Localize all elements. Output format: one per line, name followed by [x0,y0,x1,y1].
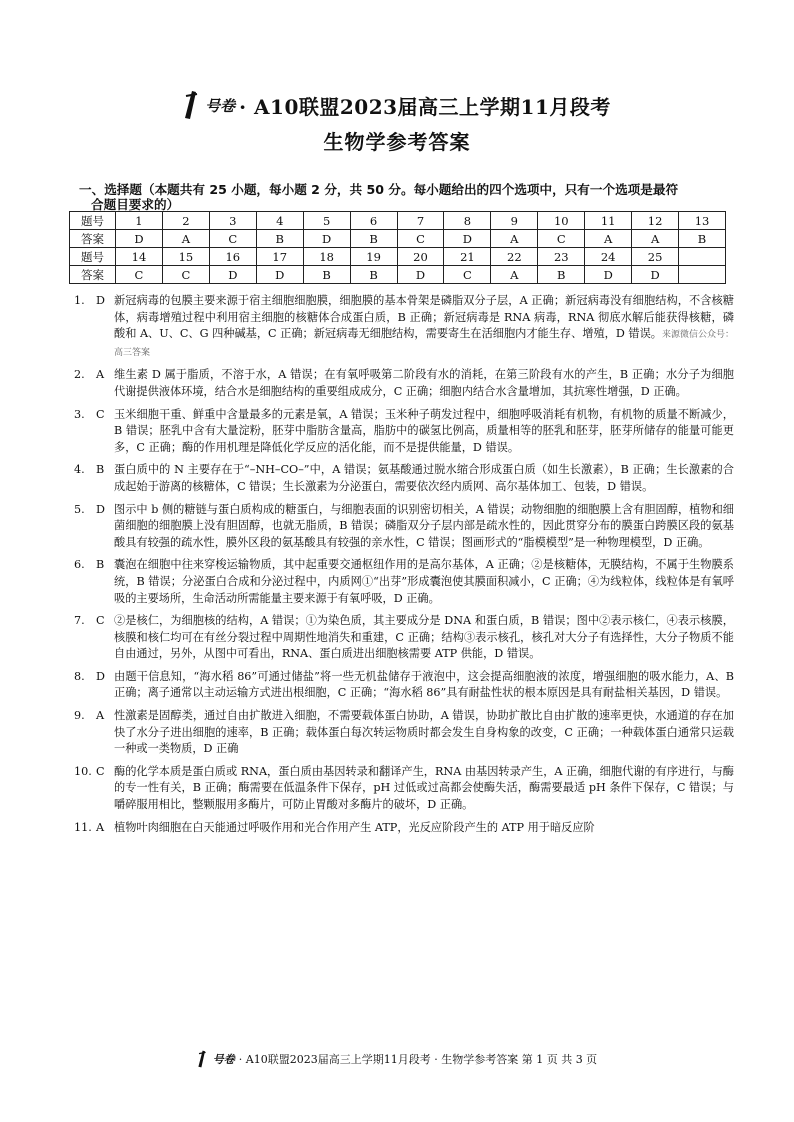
item-explanation-text: 由题干信息知，“海水稻 86”可通过储盐”将一些无机盐储存于液泡中，这会提高细胞液的浓度，增强细胞的吸水能力，A、B 正确；离子通常以主动运输方式进出根细胞，C 正确；“海水稻 86”具有耐盐性状的根本原因是具有耐盐相关基因，D 错误。 [114,669,734,700]
question-number-cell: 11 [585,212,632,230]
answer-cell: C [162,266,209,284]
answer-cell: D [585,266,632,284]
question-number-cell: 7 [397,212,444,230]
table-row [70,230,726,248]
question-number-cell: 14 [116,248,163,266]
answer-cell: D [303,230,350,248]
section-heading-line1: 一、选择题（本题共有 25 小题，每小题 2 分，共 50 分。每小题给出的四个选项中，只有一个选项是最符 [79,182,679,197]
row-label-question: 题号 [70,248,116,266]
page-header [0,90,794,155]
answer-cell: C [538,230,585,248]
table-row [70,266,726,284]
list-item [74,462,734,495]
table-row [70,248,726,266]
title-line [0,90,794,120]
item-explanation-text: 玉米细胞干重、鲜重中含量最多的元素是氧，A 错误；玉米种子萌发过程中，细胞呼吸消耗有机物，有机物的质量不断减少，B 错误；胚乳中含有大量淀粉，胚芽中脂肪含量高，脂肪中的碳氢比例高，质量相等的胚乳和胚芽，胚芽所储存的能量可能更多，C 正确；酶的作用机理是降低化学反应的活化能，而不是提供能量，D 错误。 [114,407,734,454]
item-number: 10. [74,764,92,778]
item-number: 6. [74,558,85,572]
answer-explanations [74,293,734,842]
question-number-cell: 4 [256,212,303,230]
page-footer [0,1050,794,1068]
question-number-cell: 15 [162,248,209,266]
item-number: 7. [74,614,85,628]
answer-cell: D [632,266,679,284]
item-explanation-text: 蛋白质中的 N 主要存在于“–NH–CO–”中，A 错误；氨基酸通过脱水缩合形成蛋白质（如生长激素），B 正确；生长激素的合成起始于游离的核糖体，C 错误；生长激素为分泌蛋白，需要依次经内质网、高尔基体加工、包装，D 错误。 [114,463,734,493]
item-explanation-text: 图示中 b 侧的糖链与蛋白质构成的糖蛋白，与细胞表面的识别密切相关，A 错误；动物细胞的细胞膜上含有胆固醇，植物和细菌细胞的细胞膜上没有胆固醇，也就无脂质，B 错误；磷脂双分子层内部是疏水性的，因此贯穿分布的膜蛋白跨膜区段的氨基酸具有较强的疏水性，膜外区段的氨基酸具有较强的亲水性，C 错误；图画形式的“脂模模型”是一种物理模型，D 正确。 [114,502,734,549]
item-answer: B [96,463,105,477]
answer-cell: C [209,230,256,248]
question-number-cell: 8 [444,212,491,230]
item-number: 4. [74,463,85,477]
answer-cell: D [209,266,256,284]
answer-cell: C [397,230,444,248]
item-explanation-text: 酶的化学本质是蛋白质或 RNA，蛋白质由基因转录和翻译产生，RNA 由基因转录产生，A 正确，细胞代谢的有序进行，与酶的专一性有关，B 正确；酶需要在低温条件下保存，pH 过低或过高都会使酶失活，酶需要最适 pH 条件下保存，C 错误；与嚼碎服用相比，整颗服用多酶片，可防止胃酸对多酶片的破坏，D 正确。 [114,764,734,812]
question-number-cell [679,248,726,266]
list-item [74,820,734,837]
answer-cell: A [491,230,538,248]
question-number-cell: 12 [632,212,679,230]
answer-cell: D [116,230,163,248]
item-explanation-text: 性激素是固醇类，通过自由扩散进入细胞，不需要载体蛋白协助，A 错误，协助扩散比自由扩散的速率更快，水通道的存在加快了水分子进出细胞的速率，B 正确；载体蛋白每次转运物质时都会发生自身构象的改变，C 正确；一种载体蛋白通常只运载一种或一类物质，D 正确 [114,709,734,756]
answer-cell: C [116,266,163,284]
item-explanation [114,367,734,400]
question-number-cell: 22 [491,248,538,266]
question-number-cell: 6 [350,212,397,230]
answer-cell: B [350,266,397,284]
item-explanation [114,820,734,837]
question-number-cell: 5 [303,212,350,230]
item-number: 1. [74,294,85,307]
item-number: 11. [74,820,92,834]
item-explanation-text: ②是核仁，为细胞核的结构，A 错误；①为染色质，其主要成分是 DNA 和蛋白质，B 错误；图中②表示核仁，④表示核膜，核膜和核仁均可在有丝分裂过程中周期性地消失和重建，C 正确；结构③表示核孔，核孔对大分子有选择性，大分子物质不能自由通过，另外，从图中可看出，RNA、蛋白质进出细胞核需要 ATP 供能，D 错误。 [114,614,734,661]
item-explanation [114,764,734,814]
answer-cell: D [397,266,444,284]
answer-cell: D [256,266,303,284]
section-heading-line2: 合题目要求的） [91,197,180,212]
item-explanation [114,407,734,457]
answer-cell: D [444,230,491,248]
item-explanation-text: 新冠病毒的包膜主要来源于宿主细胞细胞膜，细胞膜的基本骨架是磷脂双分子层，A 正确；新冠病毒没有细胞结构，不含核糖体，病毒增殖过程中利用宿主细胞的核糖体合成蛋白质，B 正确；新冠病毒是 RNA 病毒，RNA 彻底水解后能获得核糖，磷酸和 A、U、C、G 四种碱基，C 正确；新冠病毒无细胞结构，需要寄生在活细胞内才能生存、增殖，D 错误。 [114,294,734,341]
item-number: 5. [74,502,85,516]
question-number-cell: 17 [256,248,303,266]
list-item [74,293,734,361]
answer-cell: A [585,230,632,248]
question-number-cell: 24 [585,248,632,266]
footer-text: · A10联盟2023届高三上学期11月段考 · 生物学参考答案 第 1 页 共 3 页 [238,1053,598,1066]
item-explanation [114,557,734,607]
item-answer: C [96,614,105,628]
answer-cell: A [632,230,679,248]
item-answer: C [96,764,105,778]
item-explanation [114,462,734,495]
page-title: · A10联盟2023届高三上学期11月段考 [239,94,611,119]
answer-cell: C [444,266,491,284]
item-explanation [114,708,734,758]
brand-logo-icon [183,90,199,120]
answer-cell: B [679,230,726,248]
list-item [74,502,734,552]
answer-cell: B [256,230,303,248]
list-item [74,613,734,663]
page-subtitle: 生物学参考答案 [323,130,471,154]
list-item [74,407,734,457]
footer-brand: 号卷 [212,1053,235,1066]
question-number-cell: 13 [679,212,726,230]
item-explanation-text: 维生素 D 属于脂质，不溶于水，A 错误；在有氧呼吸第二阶段有水的消耗，在第三阶段有水的产生，B 正确；水分子为细胞代谢提供液体环境，结合水是细胞结构的重要组成成分，C 正确；细胞内结合水含量增加，其抗寒性增强，D 正确。 [114,368,734,398]
list-item [74,557,734,607]
row-label-question: 题号 [70,212,116,230]
list-item [74,367,734,400]
brand-logo-icon [197,1050,207,1068]
answer-table [69,211,726,284]
list-item [74,669,734,702]
table-row [70,212,726,230]
question-number-cell: 21 [444,248,491,266]
item-explanation-text: 植物叶肉细胞在白天能通过呼吸作用和光合作用产生 ATP，光反应阶段产生的 ATP 用于暗反应阶 [114,820,595,834]
item-answer: D [96,669,105,683]
item-number: 8. [74,669,85,683]
item-answer: D [96,502,105,516]
item-answer: C [96,407,105,421]
item-answer: B [96,558,105,572]
question-number-cell: 25 [632,248,679,266]
item-answer: A [96,368,105,382]
answer-cell: B [538,266,585,284]
section-heading [79,182,729,212]
answer-cell: B [303,266,350,284]
item-number: 9. [74,709,85,723]
question-number-cell: 18 [303,248,350,266]
brand-name: 号卷 [205,96,236,115]
source-note: 来源微信公众号：高三答案 [114,330,734,358]
item-number: 3. [74,407,85,421]
question-number-cell: 1 [116,212,163,230]
question-number-cell: 3 [209,212,256,230]
item-answer: A [96,709,105,723]
item-explanation [114,502,734,552]
list-item [74,764,734,814]
item-explanation [114,669,734,702]
row-label-answer: 答案 [70,266,116,284]
row-label-answer: 答案 [70,230,116,248]
item-answer: D [96,294,105,307]
answer-cell [679,266,726,284]
question-number-cell: 10 [538,212,585,230]
question-number-cell: 23 [538,248,585,266]
item-explanation [114,293,734,361]
question-number-cell: 19 [350,248,397,266]
question-number-cell: 2 [162,212,209,230]
answer-cell: A [162,230,209,248]
answer-cell: B [350,230,397,248]
item-explanation [114,613,734,663]
item-number: 2. [74,368,85,382]
list-item [74,708,734,758]
item-answer: A [96,820,105,834]
question-number-cell: 20 [397,248,444,266]
answer-cell: A [491,266,538,284]
question-number-cell: 16 [209,248,256,266]
item-explanation-text: 囊泡在细胞中往来穿梭运输物质，其中起重要交通枢纽作用的是高尔基体，A 正确；②是核糖体，无膜结构，不属于生物膜系统，B 错误；分泌蛋白合成和分泌过程中，内质网①“出芽”形成囊泡使其膜面积减小，C 正确；④为线粒体，线粒体是有氧呼吸的主要场所，生命活动所需能量主要来源于有氧呼吸，D 正确。 [114,558,734,605]
question-number-cell: 9 [491,212,538,230]
